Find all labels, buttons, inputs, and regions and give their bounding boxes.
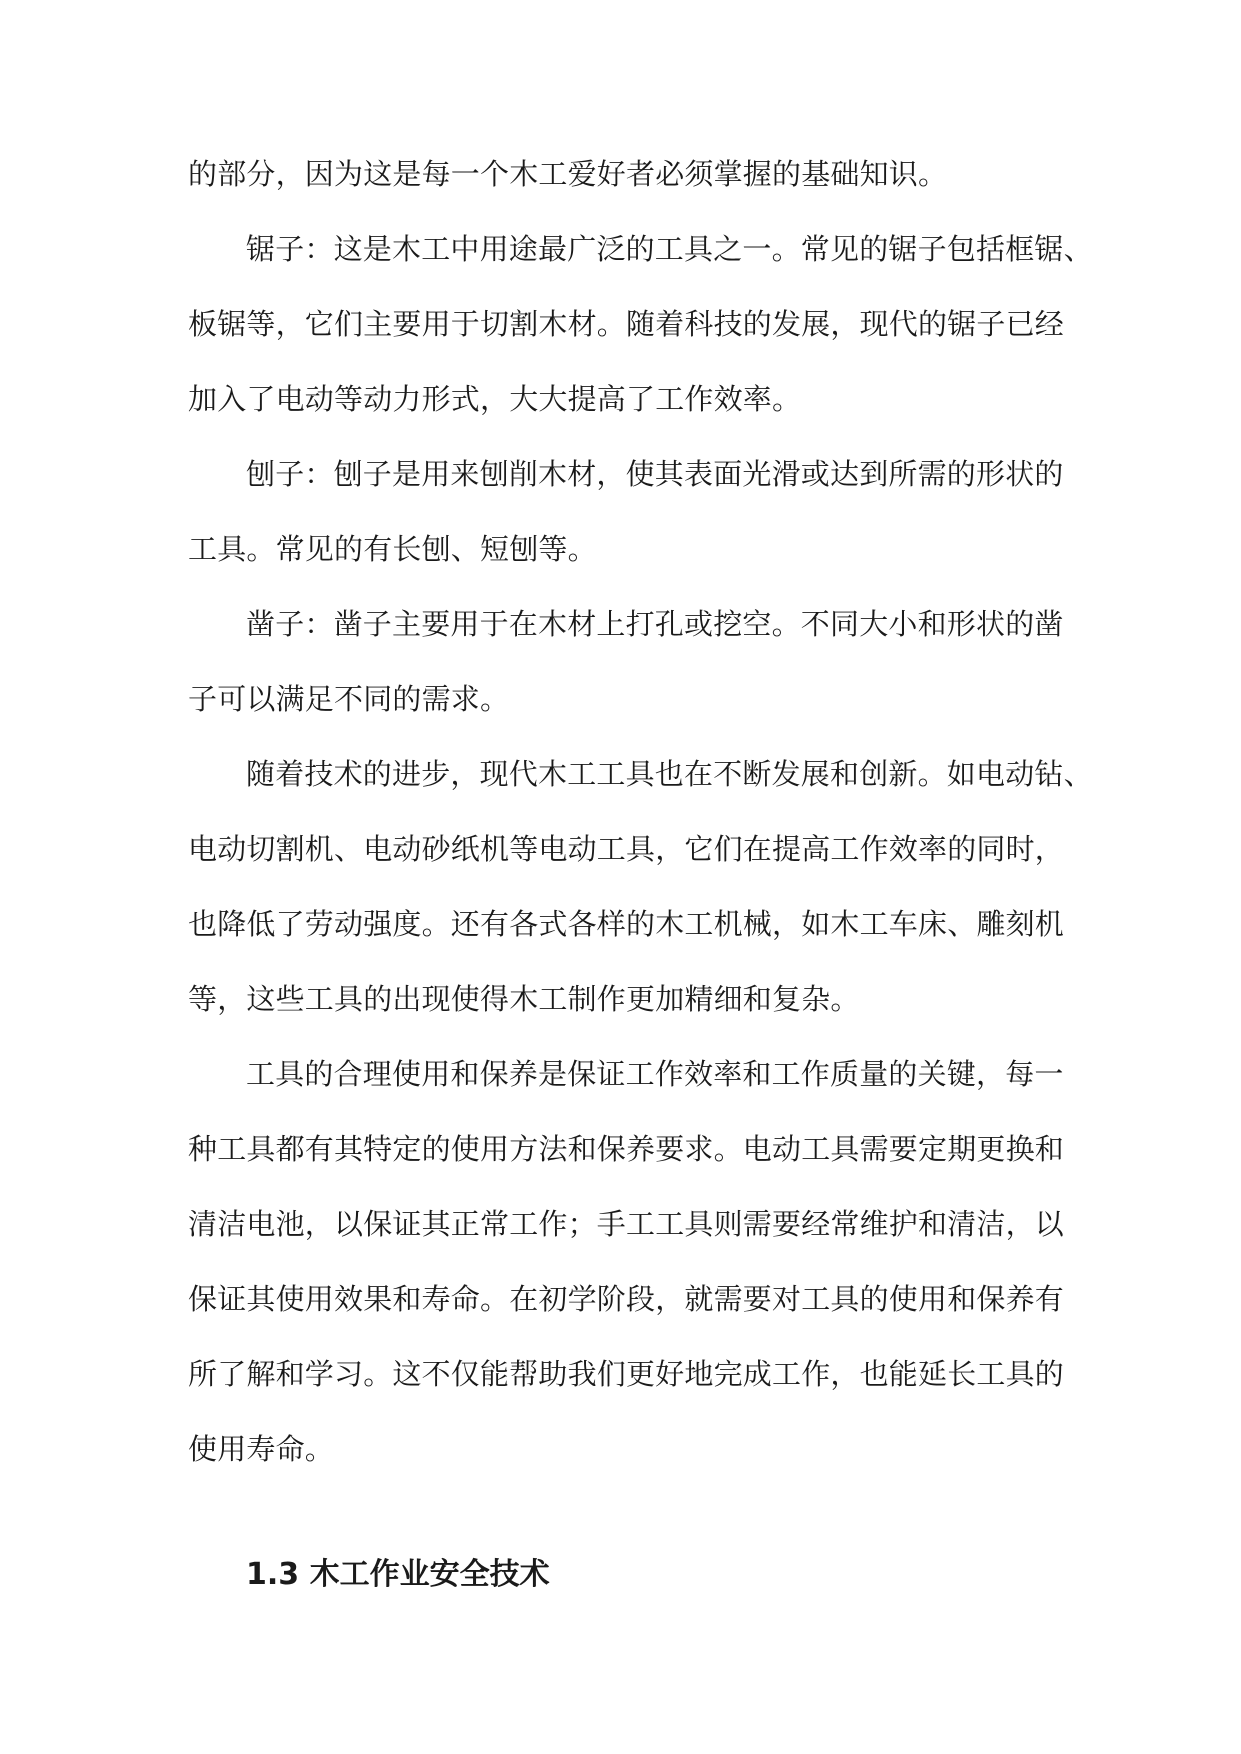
paragraph-line: 电动切割机、电动砂纸机等电动工具，它们在提高工作效率的同时， bbox=[188, 832, 1065, 866]
paragraph-line: 随着技术的进步，现代木工工具也在不断发展和创新。如电动钻、 bbox=[246, 757, 1093, 791]
paragraph-line: 清洁电池，以保证其正常工作；手工工具则需要经常维护和清洁，以 bbox=[188, 1207, 1065, 1241]
paragraph-line: 工具。常见的有长刨、短刨等。 bbox=[188, 532, 597, 566]
paragraph-line: 子可以满足不同的需求。 bbox=[188, 682, 510, 716]
paragraph-line: 所了解和学习。这不仅能帮助我们更好地完成工作，也能延长工具的 bbox=[188, 1357, 1065, 1391]
paragraph-line: 刨子：刨子是用来刨削木材，使其表面光滑或达到所需的形状的 bbox=[246, 457, 1064, 491]
paragraph-line: 保证其使用效果和寿命。在初学阶段，就需要对工具的使用和保养有 bbox=[188, 1282, 1065, 1316]
paragraph-line: 板锯等，它们主要用于切割木材。随着科技的发展，现代的锯子已经 bbox=[188, 307, 1065, 341]
paragraph-line: 也降低了劳动强度。还有各式各样的木工机械，如木工车床、雕刻机 bbox=[188, 907, 1065, 941]
paragraph-line: 凿子：凿子主要用于在木材上打孔或挖空。不同大小和形状的凿 bbox=[246, 607, 1064, 641]
paragraph-line: 种工具都有其特定的使用方法和保养要求。电动工具需要定期更换和 bbox=[188, 1132, 1065, 1166]
paragraph-line: 锯子：这是木工中用途最广泛的工具之一。常见的锯子包括框锯、 bbox=[246, 232, 1093, 266]
paragraph-line: 加入了电动等动力形式，大大提高了工作效率。 bbox=[188, 382, 802, 416]
paragraph-line: 等，这些工具的出现使得木工制作更加精细和复杂。 bbox=[188, 982, 860, 1016]
paragraph-line: 的部分，因为这是每一个木工爱好者必须掌握的基础知识。 bbox=[188, 157, 948, 191]
paragraph-line: 使用寿命。 bbox=[188, 1432, 335, 1466]
paragraph-line: 工具的合理使用和保养是保证工作效率和工作质量的关键，每一 bbox=[246, 1057, 1064, 1091]
section-heading: 1.3 木工作业安全技术 bbox=[246, 1557, 550, 1592]
